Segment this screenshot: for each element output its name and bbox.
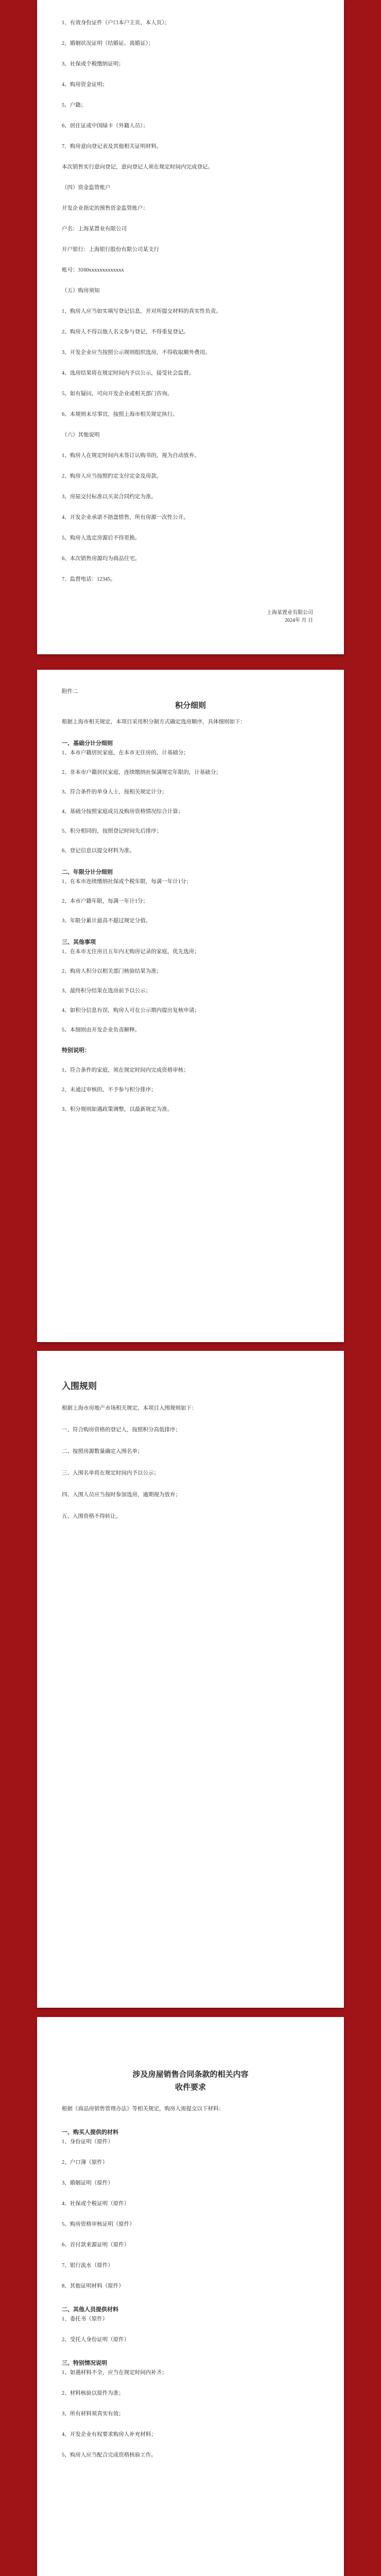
paragraph-line: 5、积分相同的，按照登记时间先后排序； — [62, 828, 162, 834]
paragraph-line: 2、未通过审核的，不予参与积分排序； — [62, 1087, 157, 1093]
paragraph-line: 4、开发企业承诺不捂盘惜售，所有房源一次性公开。 — [62, 515, 189, 520]
paragraph-line: 2、婚姻状况证明（结婚证、离婚证）； — [62, 41, 154, 46]
paragraph-line: 7、购房意向登记表及其他相关证明材料。 — [62, 144, 162, 149]
paragraph-line: 3、年限分累计最高不超过规定分值。 — [62, 918, 151, 924]
section-heading: 一、购买人提供的材料 — [62, 2129, 118, 2136]
document-page-2 — [37, 670, 344, 1342]
paragraph-line: 一、符合购房资格的登记人，按照积分高低排序； — [62, 1427, 181, 1433]
paragraph-line: 3、所有材料须真实有效； — [62, 2411, 124, 2417]
paragraph-line: 2、非本市户籍居民家庭，连续缴纳社保满规定年限的，计基础分； — [62, 770, 221, 775]
page1-signature — [267, 608, 313, 623]
paragraph-line: 2、受托人身份证明（原件） — [62, 2337, 130, 2343]
paragraph-line: 2、材料核验以原件为准； — [62, 2391, 124, 2396]
paragraph-line: 6、登记信息以提交材料为准。 — [62, 848, 135, 854]
paragraph-line: 4、购房资金证明； — [62, 82, 108, 88]
document-page-1 — [37, 0, 344, 654]
paragraph-line: 6、首付款来源证明（原件） — [62, 2242, 130, 2248]
paragraph-line: 根据上海市房地产市场相关规定，本项目入围规则如下： — [62, 1405, 197, 1411]
paragraph-line: 账号：3160xxxxxxxxxxxxx — [62, 267, 124, 273]
annex-label: 附件二 — [62, 689, 78, 694]
section-heading: 二、年限分计分细则 — [62, 869, 113, 875]
paragraph-line: 2、购房人积分以相关部门核验结果为准； — [62, 969, 162, 974]
page2-body — [62, 687, 319, 1125]
paragraph-line: 2、本市户籍年限，每满一年计1分； — [62, 899, 148, 904]
paragraph-line: 4、如积分信息有误，购房人可在公示期内提出复核申请； — [62, 1008, 200, 1013]
page3-body — [62, 1379, 319, 1534]
paragraph-line: 5、购房资格审核证明（原件） — [62, 2222, 135, 2227]
signature-date: 2024年 月 日 — [285, 618, 313, 623]
paragraph-line: 3、积分规则如遇政策调整，以最新规定为准。 — [62, 1107, 173, 1112]
paragraph-line: 2、购房人不得以他人名义参与登记，不得重复登记。 — [62, 329, 189, 335]
paragraph-line: 1、委托书（原件） — [62, 2316, 108, 2322]
paragraph-line: 4、社保或个税证明（原件） — [62, 2201, 130, 2207]
section-heading: 二、其他人员提供材料 — [62, 2307, 118, 2313]
paragraph-line: 1、符合条件的家庭，须在规定时间内完成资格审核； — [62, 1067, 189, 1073]
paragraph-line: 开户银行：上海银行股份有限公司某支行 — [62, 247, 159, 252]
page2-title: 积分细则 — [175, 702, 206, 710]
paragraph-line: 5、购房人选定房源后不得更换。 — [62, 535, 141, 541]
paragraph-line: 4、基础分按照家庭成员及购房资格情况综合计算； — [62, 809, 184, 815]
paragraph-line: 4、开发企业有权要求购房人补充材料； — [62, 2432, 157, 2437]
paragraph-line: 特别说明： — [62, 1047, 90, 1054]
page1-body — [62, 19, 319, 596]
paragraph-line: （四）资金监管账户 — [62, 185, 111, 191]
section-heading: 一、基础分计分细则 — [62, 740, 113, 747]
document-page-4 — [37, 2017, 344, 2576]
paragraph-line: （六）其他说明 — [62, 432, 100, 438]
page2-intro: 根据上海市相关规定，本项目采用积分制方式确定选房顺序，具体细则如下： — [62, 719, 246, 725]
paragraph-line: 8、其他证明材料（原件） — [62, 2283, 124, 2289]
paragraph-line: 1、有效身份证件（户口本户主页、本人页）； — [62, 20, 170, 26]
paragraph-line: 5、购房人应当配合完成资格核验工作。 — [62, 2452, 157, 2458]
paragraph-line: 6、本次销售房源均为商品住宅。 — [62, 556, 141, 562]
paragraph-line: 1、在本市无住房且五年内无购房记录的家庭，优先选房； — [62, 949, 200, 955]
paragraph-line: 1、购房人应当如实填写登记信息，并对所提交材料的真实性负责。 — [62, 309, 221, 314]
paragraph-line: 1、如遇材料不全，应当在规定时间内补齐； — [62, 2370, 167, 2376]
page2-extra — [62, 1045, 319, 1114]
paragraph-line: 3、婚姻证明（原件） — [62, 2180, 113, 2186]
page4-body — [62, 2069, 319, 2471]
paragraph-line: 四、入围人员应当按时参加选房，逾期视为放弃； — [62, 1492, 181, 1498]
paragraph-line: 5、户籍； — [62, 103, 86, 108]
page4-title-1: 涉及房屋销售合同条款的相关内容 — [132, 2071, 249, 2079]
section-heading: 三、特别情况说明 — [62, 2360, 107, 2366]
paragraph-line: （五）购房须知 — [62, 288, 100, 294]
paragraph-line: 3、社保或个税缴纳证明； — [62, 61, 124, 67]
document-page-3 — [37, 1351, 344, 2008]
paragraph-line: 5、本细则由开发企业负责解释。 — [62, 1027, 141, 1033]
page3-title: 入围规则 — [62, 1381, 97, 1391]
paragraph-line: 1、在本市连续缴纳社保或个税年限，每满一年计1分； — [62, 879, 192, 885]
page2-sections — [62, 738, 319, 1035]
paragraph-line: 6、居住证或中国绿卡（外籍人员）； — [62, 123, 148, 129]
page3-lines — [62, 1404, 319, 1521]
paragraph-line: 1、购房人在规定时间内未签订认购书的，视为自动放弃。 — [62, 453, 200, 459]
paragraph-line: 3、符合条件的单身人士，按相关规定计分； — [62, 789, 167, 795]
section-heading: 三、其他事项 — [62, 939, 96, 945]
page4-intro: 根据《商品房销售管理办法》等相关规定，购房人需提交以下材料： — [62, 2106, 224, 2112]
paragraph-line: 2、购房人应当按照约定支付定金及房款。 — [62, 473, 162, 479]
paragraph-line: 7、银行流水（原件） — [62, 2263, 113, 2268]
paragraph-line: 4、选房结果将在规定时间内予以公示，接受社会监督。 — [62, 370, 195, 376]
paragraph-line: 5、如有疑问，可向开发企业或相关部门咨询。 — [62, 391, 173, 397]
paragraph-line: 3、开发企业应当按照公示规则组织选房，不得收取额外费用。 — [62, 350, 211, 355]
page4-title-2: 收件要求 — [175, 2083, 206, 2092]
page4-sections — [62, 2127, 319, 2460]
paragraph-line: 本次销售实行意向登记，意向登记人须在规定时间内完成登记。 — [62, 164, 213, 170]
paragraph-line: 户名：上海某置业有限公司 — [62, 226, 127, 232]
paragraph-line: 2、户口簿（原件） — [62, 2160, 108, 2165]
paragraph-line: 7、监督电话：12345。 — [62, 577, 116, 582]
signature-text: 上海某置业有限公司 — [267, 610, 313, 616]
paragraph-line: 开发企业指定的预售资金监管账户： — [62, 206, 148, 211]
paragraph-line: 二、按照房源数量确定入围名单； — [62, 1449, 143, 1454]
paragraph-line: 1、身份证明（原件） — [62, 2139, 113, 2145]
paragraph-line: 3、房屋交付标准以买卖合同约定为准。 — [62, 494, 157, 500]
paragraph-line: 3、最终积分结果在选房前予以公示； — [62, 988, 151, 994]
paragraph-line: 6、本规则未尽事宜，按照上海市相关规定执行。 — [62, 412, 178, 417]
paragraph-line: 五、入围资格不得转让。 — [62, 1514, 122, 1519]
paragraph-line: 1、本市户籍居民家庭，在本市无住房的，计基础分； — [62, 750, 189, 756]
paragraph-line: 三、入围名单将在规定时间内予以公示； — [62, 1470, 159, 1476]
